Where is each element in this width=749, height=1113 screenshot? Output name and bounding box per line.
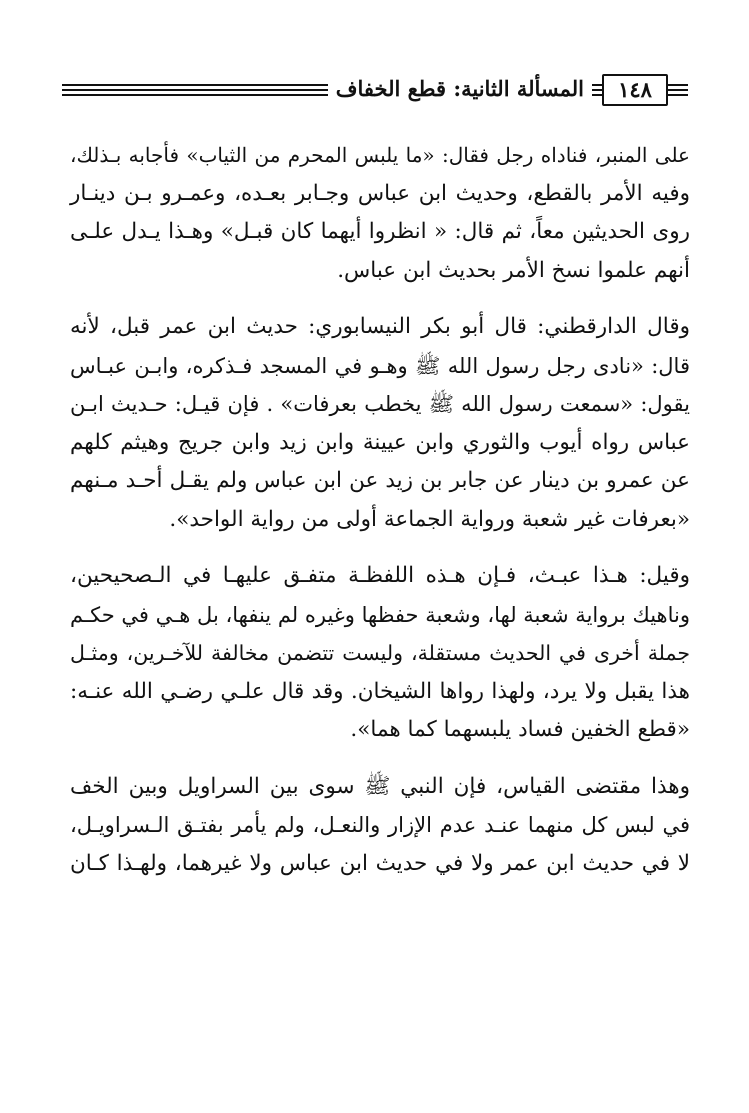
- text-line: روى الحديثين معاً، ثم قال: « انظروا أيهما كان قبـل» وهـذا يـدل علـى: [70, 219, 690, 244]
- text-line: في لبس كل منهما عنـد عدم الإزار والنعـل، ولم يأمر بفتـق الـسراويـل،: [70, 813, 690, 837]
- page-number: ١٤٨: [602, 74, 668, 106]
- text-line: وقال الدارقطني: قال أبو بكر النيسابوري: حديث ابن عمر قبل، لأنه: [70, 314, 690, 339]
- paragraph-3: [70, 557, 690, 750]
- text-line: وقيل: هـذا عبـث، فـإن هـذه اللفظـة متفـق عليهـا في الـصحيحين،: [70, 563, 690, 588]
- chapter-title: المسألة الثانية: قطع الخفاف: [328, 75, 592, 103]
- paragraph-1: [70, 136, 690, 290]
- text-line: عباس رواه أيوب والثوري وابن عيينة وابن زيد وابن جريج وهيثم كلهم: [70, 429, 690, 455]
- text-line: وفيه الأمر بالقطع، وحديث ابن عباس وجـابر بعـده، وعمـرو بـن دينـار: [70, 180, 690, 206]
- text-line: عن عمرو بن دينار عن جابر بن زيد عن ابن عباس ولم يقـل أحـد مـنهم: [70, 468, 690, 493]
- text-line: جملة أخرى في الحديث مستقلة، وليست تتضمن مخالفة للآخـرين، ومثـل: [70, 641, 690, 665]
- page-body: [70, 128, 690, 883]
- text-line: «قطع الخفين فساد يلبسهما كما هما».: [350, 717, 690, 742]
- text-line: «بعرفات غير شعبة ورواية الجماعة أولى من رواية الواحد».: [169, 506, 690, 532]
- paragraph-2: [70, 308, 690, 539]
- text-line: أنهم علموا نسخ الأمر بحديث ابن عباس.: [337, 257, 690, 283]
- text-line: وناهيك برواية شعبة لها، وشعبة حفظها وغيره لم ينفها، بل هـي في حكـم: [70, 602, 690, 627]
- text-line: لا في حديث ابن عمر ولا في حديث ابن عباس ولا غيرهما، ولهـذا كـان: [70, 850, 690, 876]
- text-line: يقول: «سمعت رسول الله ﷺ يخطب بعرفات» . فإن قيـل: حـديث ابـن: [70, 392, 690, 416]
- paragraph-4: [70, 768, 690, 884]
- text-line: هذا يقبل ولا يرد، ولهذا رواها الشيخان. وقد قال علـي رضـي الله عنـه:: [70, 678, 690, 704]
- text-line: وهذا مقتضى القياس، فإن النبي ﷺ سوى بين السراويل وبين الخف: [70, 773, 690, 799]
- text-line: على المنبر، فناداه رجل فقال: «ما يلبس المحرم من الثياب» فأجابه بـذلك،: [70, 143, 690, 167]
- text-line: قال: «نادى رجل رسول الله ﷺ وهـو في المسجد فـذكره، وابـن عبـاس: [70, 353, 690, 378]
- page-header: [62, 74, 688, 104]
